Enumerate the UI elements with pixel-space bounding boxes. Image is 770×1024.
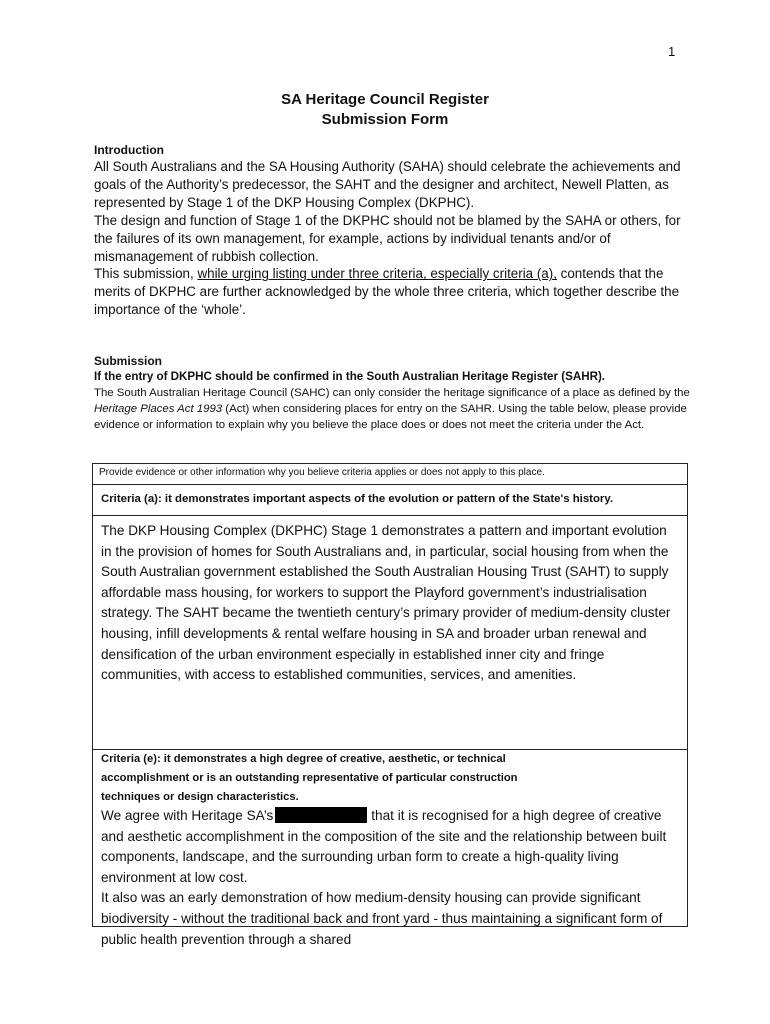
criteria-e-body-rest: that it is recognised for a high degree of creative and aesthetic accomplishment in the composition of the site and the relationship between built components, landscape, and the surrounding urban form to create a high-quality living environment at low cost.: [101, 808, 667, 885]
submission-confirm: If the entry of DKPHC should be confirmed in the South Australian Heritage Register (SAHR).: [94, 370, 606, 383]
submission-heading: Submission: [94, 354, 163, 368]
page-title: [0, 90, 770, 130]
criteria-e-heading-line-2: accomplishment or is an outstanding representative of particular construction: [101, 772, 518, 784]
intro-paragraph-2: The design and function of Stage 1 of the DKPHC should not be blamed by the SAHA or others, for the failures of its own management, for example, actions by individual tenants and/or of mismanagement of rubbish collection.: [94, 212, 681, 264]
criteria-e-heading-line-3: techniques or design characteristics.: [101, 791, 299, 803]
criteria-e-heading: [101, 750, 679, 807]
page-number: 1: [668, 44, 676, 59]
submission-body-after: (Act) when considering places for entry on the SAHR. Using the table below, please provide evidence or information to explain why you believe the place does or does not meet the criteria under the Act.: [94, 403, 687, 431]
criteria-e-body: [101, 806, 679, 950]
introduction-heading: Introduction: [94, 143, 164, 157]
criteria-table: [92, 463, 688, 947]
title-line-2: Submission Form: [321, 111, 449, 128]
criteria-e-cell: [93, 750, 687, 950]
title-line-1: SA Heritage Council Register: [281, 91, 489, 108]
submission-body: [94, 385, 694, 433]
intro-p3-before: This submission,: [94, 266, 194, 282]
criteria-e-body-lead: We agree with Heritage SA’s: [101, 808, 274, 823]
submission-body-before: The South Australian Heritage Council (SAHC) can only consider the heritage significance of a place as defined by the: [94, 387, 690, 399]
introduction-text: [94, 158, 694, 319]
table-note: Provide evidence or other information why you believe criteria applies or does not apply to this place.: [93, 464, 687, 485]
intro-paragraph-1: All South Australians and the SA Housing Authority (SAHA) should celebrate the achievements and goals of the Authority’s predecessor, the SAHT and the designer and architect, Newell Platten, as represented by Stage 1 of the DKP Housing Complex (DKPHC).: [94, 159, 681, 210]
criteria-a-body: The DKP Housing Complex (DKPHC) Stage 1 demonstrates a pattern and important evolution in the provision of homes for South Australians and, in particular, social housing from when the South Australian government established the South Australian Housing Trust (SAHT) to supply affordable mass housing, for workers to support the Playford government’s industrialisation strategy. The SAHT became the twentieth century’s primary provider of medium-density cluster housing, infill developments & rental welfare housing in SA and broader urban renewal and densification of the urban environment especially in established inner city and fringe communities, with access to established communities, services, and amenities.: [93, 516, 687, 750]
intro-p3-after: contends that the merits of DKPHC are further acknowledged by the whole three criteria, which together describe the importance of the ‘whole’.: [94, 266, 680, 318]
act-title: Heritage Places Act 1993: [94, 403, 223, 415]
criteria-e-heading-line-1: Criteria (e): it demonstrates a high degree of creative, aesthetic, or technical: [101, 753, 506, 765]
redaction-block: [275, 807, 367, 823]
criteria-e-body-p2: It also was an early demonstration of how medium-density housing can provide significant biodiversity - without the traditional back and front yard - thus maintaining a significant form of public health prevention through a shared: [101, 890, 663, 947]
intro-p3-underlined: while urging listing under three criteria, especially criteria (a),: [197, 266, 557, 282]
intro-paragraph-3: [94, 265, 694, 319]
criteria-a-heading: Criteria (a): it demonstrates important aspects of the evolution or pattern of the State's history.: [93, 485, 687, 516]
